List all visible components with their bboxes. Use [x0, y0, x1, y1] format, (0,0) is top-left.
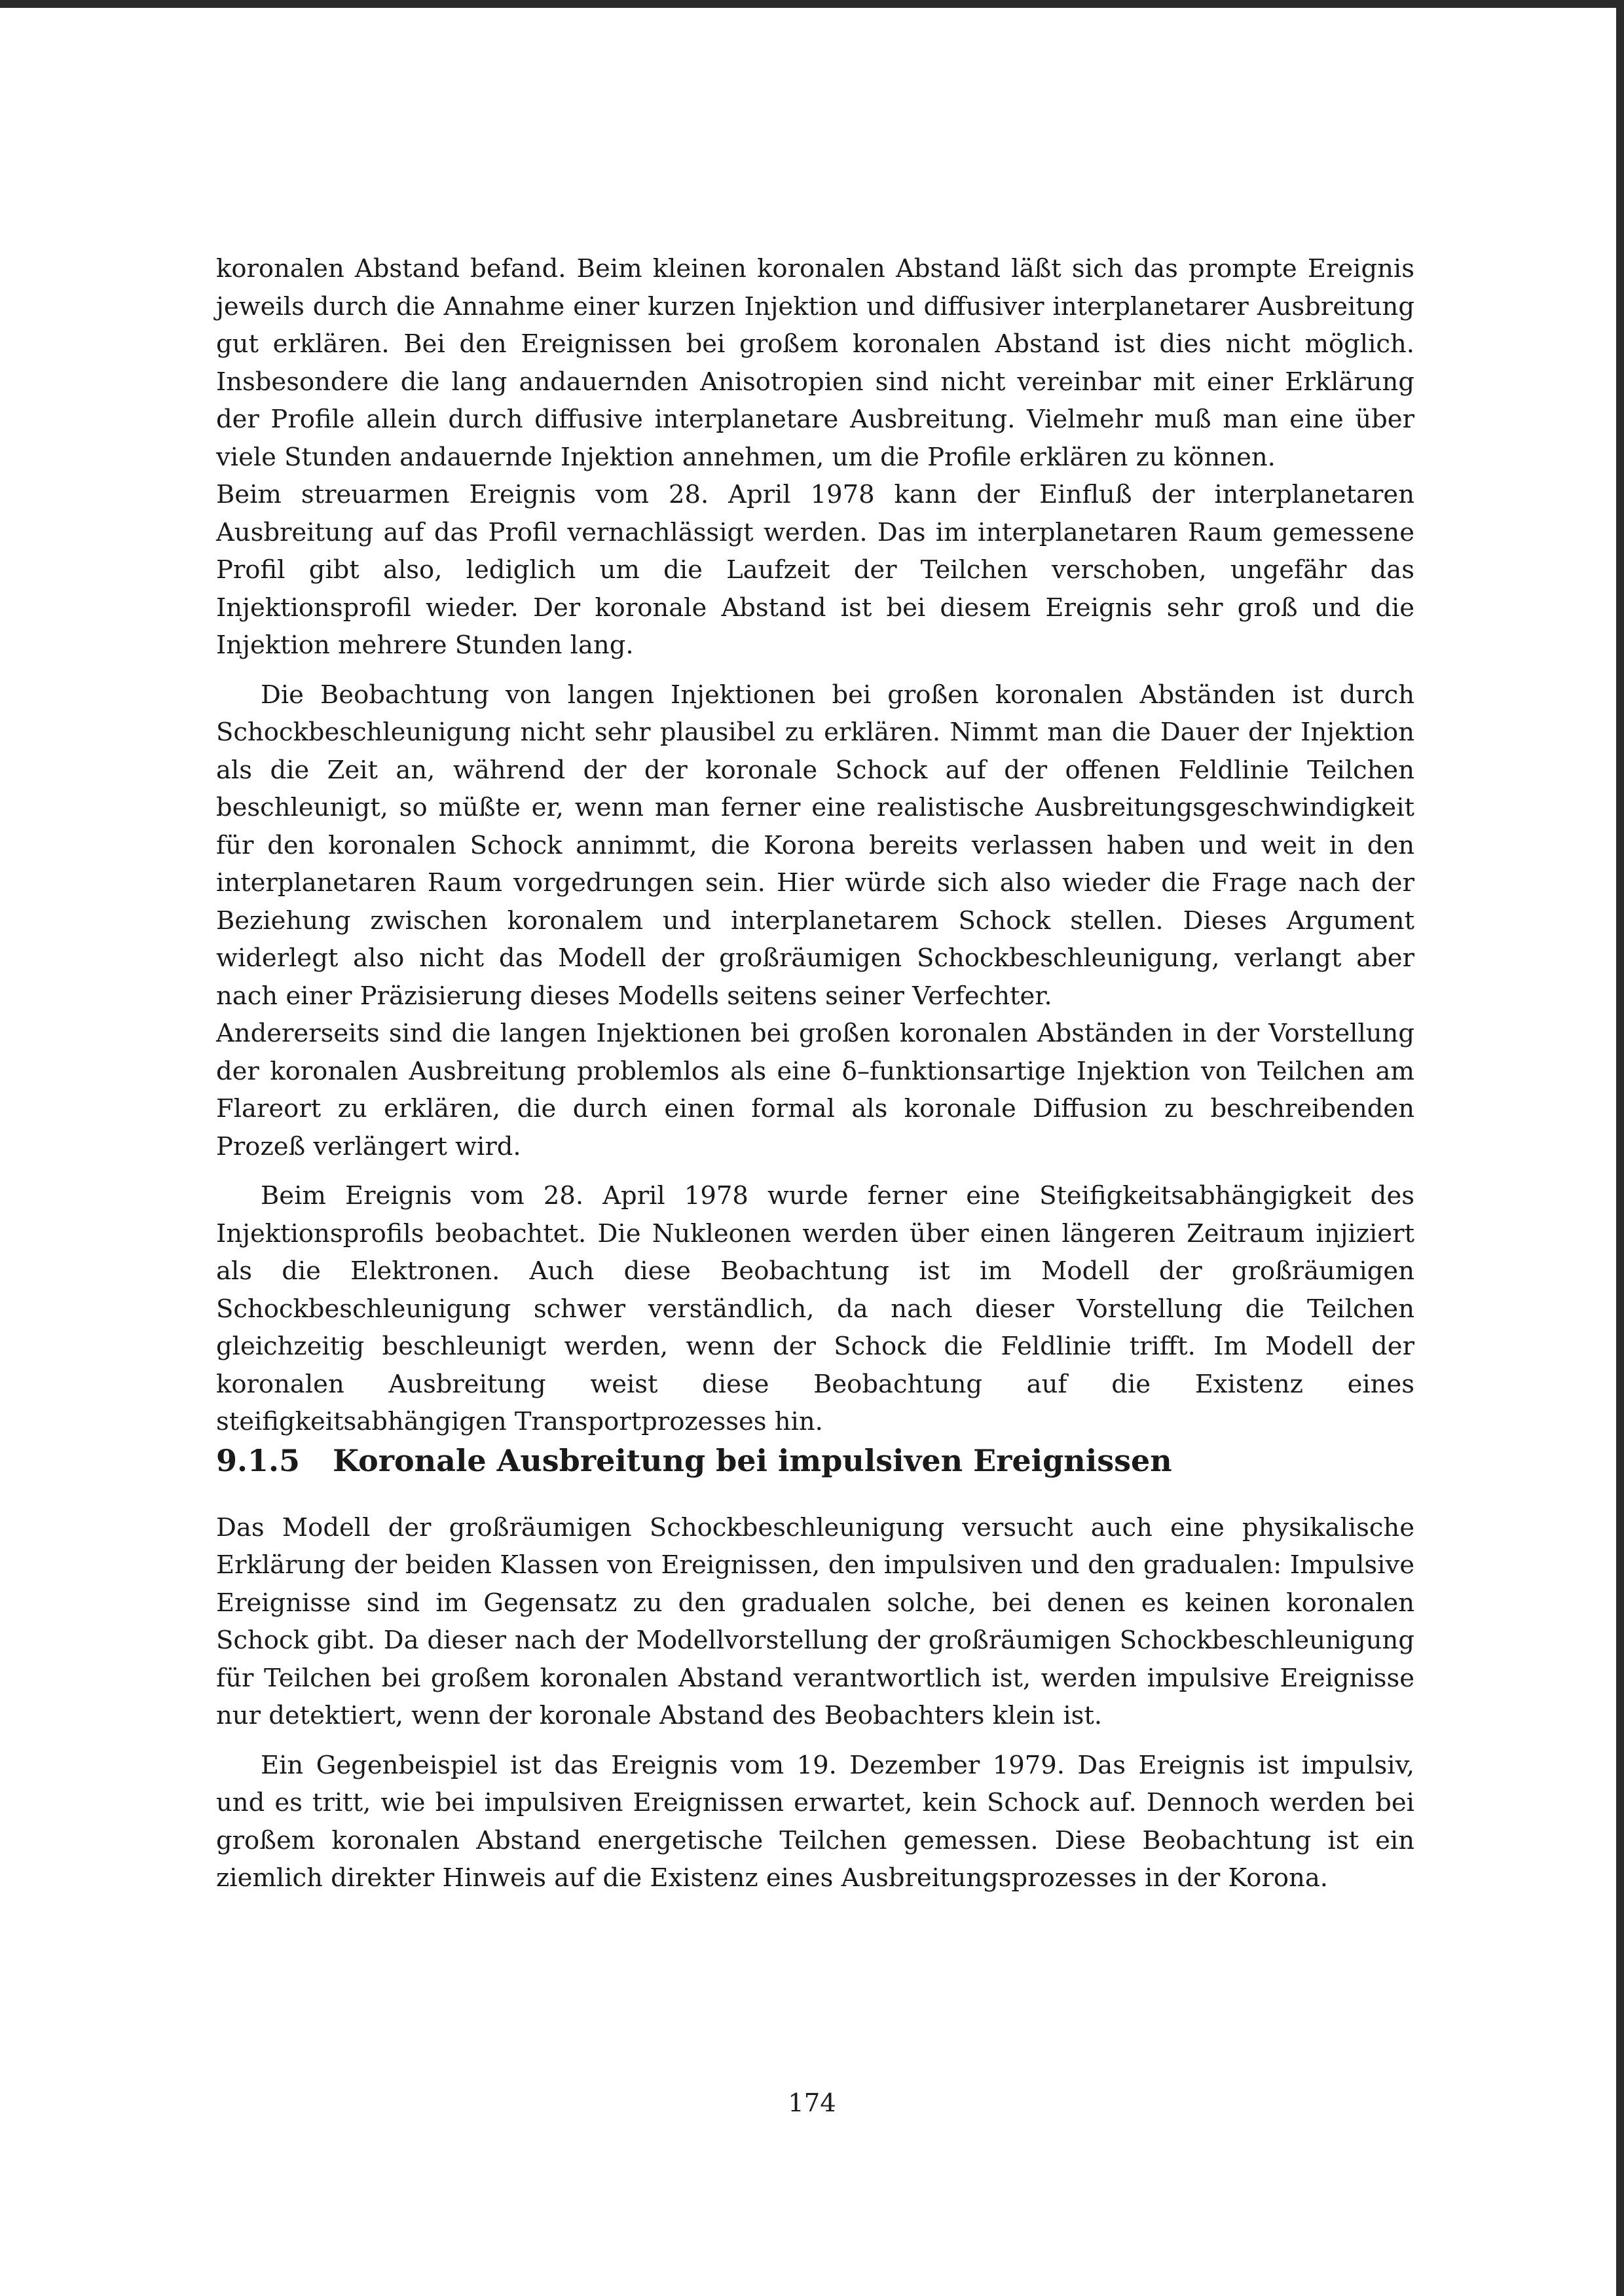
paragraph-long-injections: Die Beobachtung von langen Injektionen bei großen koronalen Abständen ist durch Schockbeschleunigung nicht sehr plausibel zu erklären. Nimmt man die Dauer der Injektion als die Zeit an, während der der koronale Schock auf der offenen Feldlinie Teilchen beschleunigt, so müßte er, wenn man ferner eine realistische Ausbreitungsgeschwindigkeit für den koronalen Schock annimmt, die Korona bereits verlassen haben und weit in den interplanetaren Raum vorgedrungen sein. Hier würde sich also wieder die Frage nach der Beziehung zwischen koronalem und interplanetarem Schock stellen. Dieses Argument widerlegt also nicht das Modell der großräumigen Schockbeschleunigung, verlangt aber nach einer Präzisierung dieses Modells seitens seiner Verfechter. — [216, 680, 1414, 1011]
scan-border-top — [0, 0, 1624, 8]
paragraph-rigidity-dependence: Beim Ereignis vom 28. April 1978 wurde ferner eine Steifigkeitsabhängigkeit des Injektionsprofils beobachtet. Die Nukleonen werden über einen längeren Zeitraum injiziert als die Elektronen. Auch diese Beobachtung ist im Modell der großräumigen Schockbeschleunigung schwer verständlich, da nach dieser Vorstellung die Teilchen gleichzeitig beschleunigt werden, wenn der Schock die Feldlinie trifft. Im Modell der koronalen Ausbreitung weist diese Beobachtung auf die Existenz eines steifigkeitsabhängigen Transportprozesses hin. — [216, 1181, 1414, 1436]
paragraph-counterexample: Ein Gegenbeispiel ist das Ereignis vom 19. Dezember 1979. Das Ereignis ist impulsiv, und es tritt, wie bei impulsiven Ereignissen erwartet, kein Schock auf. Dennoch werden bei großem koronalen Abstand energetische Teilchen gemessen. Diese Beobachtung ist ein ziemlich direkter Hinweis auf die Existenz eines Ausbreitungsprozesses in der Korona. — [216, 1750, 1414, 1893]
page-number: 174 — [788, 2088, 836, 2118]
section-number: 9.1.5 — [216, 1442, 301, 1478]
section-title: Koronale Ausbreitung bei impulsiven Ereignissen — [333, 1442, 1172, 1478]
section-heading — [216, 1441, 1414, 1480]
paragraph-coronal-propagation: Andererseits sind die langen Injektionen bei großen koronalen Abständen in der Vorstellung der koronalen Ausbreitung problemlos als eine δ–funktionsartige Injektion von Teilchen am Flareort zu erklären, die durch einen formal als koronale Diffusion zu beschreibenden Prozeß verlängert wird. — [216, 1019, 1414, 1161]
paragraph-impulsive-classes: Das Modell der großräumigen Schockbeschleunigung versucht auch eine physikalische Erklärung der beiden Klassen von Ereignissen, den impulsiven und den gradualen: Impulsive Ereignisse sind im Gegensatz zu den gradualen solche, bei denen es keinen koronalen Schock gibt. Da dieser nach der Modellvorstellung der großräumigen Schockbeschleunigung für Teilchen bei großem koronalen Abstand verantwortlich ist, werden impulsive Ereignisse nur detektiert, wenn der koronale Abstand des Beobachters klein ist. — [216, 1512, 1414, 1730]
paragraph-april-1978-event: Beim streuarmen Ereignis vom 28. April 1978 kann der Einfluß der interplanetaren Ausbreitung auf das Profil vernachlässigt werden. Das im interplanetaren Raum gemessene Profil gibt also, lediglich um die Laufzeit der Teilchen verschoben, ungefähr das Injektionsprofil wieder. Der koronale Abstand ist bei diesem Ereignis sehr groß und die Injektion mehrere Stunden lang. — [216, 480, 1414, 660]
scan-border-right — [1616, 0, 1624, 2296]
paragraph-continuation: koronalen Abstand befand. Beim kleinen koronalen Abstand läßt sich das prompte Ereignis jeweils durch die Annahme einer kurzen Injektion und diffusiver interplanetarer Ausbreitung gut erklären. Bei den Ereignissen bei großem koronalen Abstand ist dies nicht möglich. Insbesondere die lang andauernden Anisotropien sind nicht vereinbar mit einer Erklärung der Profile allein durch diffusive interplanetare Ausbreitung. Vielmehr muß man eine über viele Stunden andauernde Injektion annehmen, um die Profile erklären zu können. — [216, 254, 1414, 472]
page-body — [216, 250, 1414, 1897]
